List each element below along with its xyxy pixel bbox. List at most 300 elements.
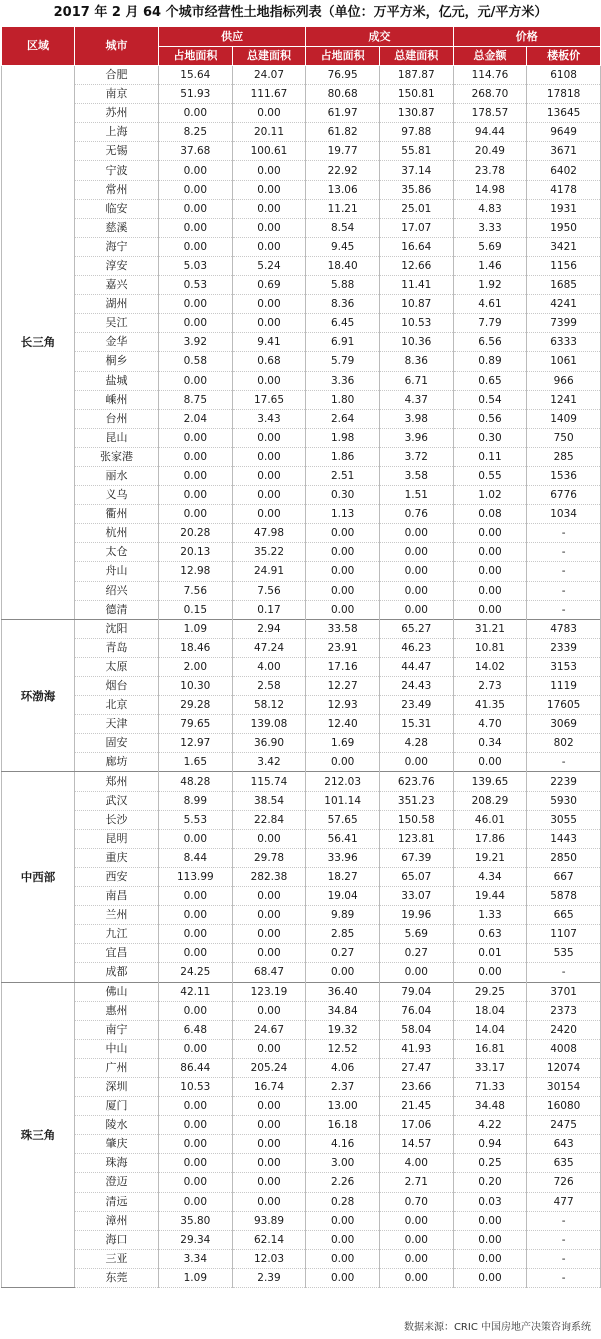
table-row: [2, 1020, 601, 1039]
deal-land-area-cell: 2.85: [306, 925, 380, 944]
header-region: 区域: [2, 27, 75, 66]
deal-build-area-cell: 23.49: [379, 696, 453, 715]
floor-price-cell: -: [527, 543, 601, 562]
deal-land-area-cell: 22.92: [306, 161, 380, 180]
supply-land-area-cell: 0.00: [159, 1039, 233, 1058]
deal-land-area-cell: 12.27: [306, 677, 380, 696]
supply-build-area-cell: 35.22: [232, 543, 306, 562]
deal-build-area-cell: 6.71: [379, 371, 453, 390]
table-row: [2, 887, 601, 906]
table-row: [2, 638, 601, 657]
deal-build-area-cell: 351.23: [379, 791, 453, 810]
total-amount-cell: 1.33: [453, 906, 527, 925]
supply-build-area-cell: 0.00: [232, 314, 306, 333]
deal-build-area-cell: 17.07: [379, 218, 453, 237]
floor-price-cell: 4783: [527, 619, 601, 638]
table-row: [2, 867, 601, 886]
floor-price-cell: 635: [527, 1154, 601, 1173]
supply-land-area-cell: 0.00: [159, 237, 233, 256]
supply-land-area-cell: 0.00: [159, 314, 233, 333]
table-row: [2, 409, 601, 428]
total-amount-cell: 178.57: [453, 104, 527, 123]
table-row: [2, 486, 601, 505]
city-cell: 宁波: [75, 161, 159, 180]
deal-land-area-cell: 6.45: [306, 314, 380, 333]
supply-build-area-cell: 93.89: [232, 1211, 306, 1230]
total-amount-cell: 4.61: [453, 295, 527, 314]
floor-price-cell: 3153: [527, 657, 601, 676]
city-cell: 珠海: [75, 1154, 159, 1173]
supply-land-area-cell: 0.58: [159, 352, 233, 371]
deal-land-area-cell: 5.79: [306, 352, 380, 371]
deal-build-area-cell: 44.47: [379, 657, 453, 676]
table-row: [2, 524, 601, 543]
floor-price-cell: 665: [527, 906, 601, 925]
supply-land-area-cell: 8.25: [159, 123, 233, 142]
total-amount-cell: 0.63: [453, 925, 527, 944]
supply-land-area-cell: 3.92: [159, 333, 233, 352]
deal-build-area-cell: 0.00: [379, 1249, 453, 1268]
supply-land-area-cell: 8.75: [159, 390, 233, 409]
deal-build-area-cell: 1.51: [379, 486, 453, 505]
city-cell: 杭州: [75, 524, 159, 543]
supply-land-area-cell: 15.64: [159, 66, 233, 85]
city-cell: 南昌: [75, 887, 159, 906]
supply-build-area-cell: 0.00: [232, 505, 306, 524]
floor-price-cell: -: [527, 524, 601, 543]
deal-build-area-cell: 0.00: [379, 963, 453, 982]
deal-land-area-cell: 0.00: [306, 1268, 380, 1287]
city-cell: 天津: [75, 715, 159, 734]
floor-price-cell: 6108: [527, 66, 601, 85]
deal-build-area-cell: 0.00: [379, 1268, 453, 1287]
table-row: [2, 256, 601, 275]
total-amount-cell: 0.00: [453, 581, 527, 600]
city-cell: 西安: [75, 867, 159, 886]
deal-build-area-cell: 0.00: [379, 543, 453, 562]
table-row: [2, 447, 601, 466]
deal-build-area-cell: 16.64: [379, 237, 453, 256]
city-cell: 张家港: [75, 447, 159, 466]
supply-build-area-cell: 68.47: [232, 963, 306, 982]
city-cell: 惠州: [75, 1001, 159, 1020]
header-deal-land-area: 占地面积: [306, 47, 380, 66]
total-amount-cell: 33.17: [453, 1058, 527, 1077]
deal-land-area-cell: 0.30: [306, 486, 380, 505]
deal-land-area-cell: 0.00: [306, 600, 380, 619]
supply-land-area-cell: 0.00: [159, 486, 233, 505]
deal-land-area-cell: 0.00: [306, 543, 380, 562]
floor-price-cell: 1156: [527, 256, 601, 275]
supply-land-area-cell: 1.09: [159, 619, 233, 638]
table-row: [2, 505, 601, 524]
deal-land-area-cell: 2.64: [306, 409, 380, 428]
table-row: [2, 123, 601, 142]
supply-land-area-cell: 1.65: [159, 753, 233, 772]
total-amount-cell: 0.30: [453, 428, 527, 447]
supply-build-area-cell: 62.14: [232, 1230, 306, 1249]
city-cell: 海口: [75, 1230, 159, 1249]
floor-price-cell: 3055: [527, 810, 601, 829]
deal-build-area-cell: 0.00: [379, 524, 453, 543]
floor-price-cell: 5878: [527, 887, 601, 906]
supply-land-area-cell: 48.28: [159, 772, 233, 791]
table-row: [2, 314, 601, 333]
deal-land-area-cell: 19.77: [306, 142, 380, 161]
supply-land-area-cell: 0.00: [159, 1001, 233, 1020]
deal-build-area-cell: 24.43: [379, 677, 453, 696]
supply-land-area-cell: 0.00: [159, 887, 233, 906]
deal-land-area-cell: 33.58: [306, 619, 380, 638]
supply-build-area-cell: 29.78: [232, 848, 306, 867]
table-row: [2, 466, 601, 485]
deal-build-area-cell: 3.98: [379, 409, 453, 428]
supply-build-area-cell: 2.39: [232, 1268, 306, 1287]
table-row: [2, 829, 601, 848]
table-body: [2, 66, 601, 1288]
floor-price-cell: 7399: [527, 314, 601, 333]
supply-build-area-cell: 0.00: [232, 1135, 306, 1154]
supply-build-area-cell: 0.00: [232, 906, 306, 925]
supply-build-area-cell: 58.12: [232, 696, 306, 715]
total-amount-cell: 14.02: [453, 657, 527, 676]
supply-build-area-cell: 123.19: [232, 982, 306, 1001]
floor-price-cell: 1443: [527, 829, 601, 848]
total-amount-cell: 0.25: [453, 1154, 527, 1173]
total-amount-cell: 4.22: [453, 1116, 527, 1135]
floor-price-cell: 30154: [527, 1077, 601, 1096]
deal-land-area-cell: 56.41: [306, 829, 380, 848]
floor-price-cell: 643: [527, 1135, 601, 1154]
deal-land-area-cell: 2.26: [306, 1173, 380, 1192]
total-amount-cell: 6.56: [453, 333, 527, 352]
deal-build-area-cell: 17.06: [379, 1116, 453, 1135]
deal-land-area-cell: 1.98: [306, 428, 380, 447]
table-row: [2, 1039, 601, 1058]
floor-price-cell: 9649: [527, 123, 601, 142]
table-row: [2, 677, 601, 696]
deal-land-area-cell: 36.40: [306, 982, 380, 1001]
deal-build-area-cell: 2.71: [379, 1173, 453, 1192]
deal-land-area-cell: 0.28: [306, 1192, 380, 1211]
deal-land-area-cell: 57.65: [306, 810, 380, 829]
total-amount-cell: 31.21: [453, 619, 527, 638]
deal-build-area-cell: 4.37: [379, 390, 453, 409]
city-cell: 吴江: [75, 314, 159, 333]
supply-land-area-cell: 0.00: [159, 1097, 233, 1116]
total-amount-cell: 114.76: [453, 66, 527, 85]
total-amount-cell: 14.98: [453, 180, 527, 199]
city-cell: 固安: [75, 734, 159, 753]
supply-land-area-cell: 0.00: [159, 180, 233, 199]
supply-build-area-cell: 0.00: [232, 944, 306, 963]
deal-build-area-cell: 35.86: [379, 180, 453, 199]
supply-land-area-cell: 0.00: [159, 505, 233, 524]
supply-build-area-cell: 0.00: [232, 447, 306, 466]
table-row: [2, 715, 601, 734]
supply-build-area-cell: 0.00: [232, 486, 306, 505]
land-indicator-table: [1, 26, 601, 1288]
city-cell: 北京: [75, 696, 159, 715]
supply-land-area-cell: 0.00: [159, 371, 233, 390]
deal-build-area-cell: 37.14: [379, 161, 453, 180]
total-amount-cell: 139.65: [453, 772, 527, 791]
total-amount-cell: 29.25: [453, 982, 527, 1001]
deal-build-area-cell: 10.36: [379, 333, 453, 352]
city-cell: 舟山: [75, 562, 159, 581]
floor-price-cell: 1107: [527, 925, 601, 944]
city-cell: 淳安: [75, 256, 159, 275]
supply-build-area-cell: 0.00: [232, 1173, 306, 1192]
floor-price-cell: 2850: [527, 848, 601, 867]
city-cell: 深圳: [75, 1077, 159, 1096]
total-amount-cell: 3.33: [453, 218, 527, 237]
city-cell: 中山: [75, 1039, 159, 1058]
floor-price-cell: 6402: [527, 161, 601, 180]
total-amount-cell: 10.81: [453, 638, 527, 657]
total-amount-cell: 19.21: [453, 848, 527, 867]
floor-price-cell: 750: [527, 428, 601, 447]
supply-land-area-cell: 0.00: [159, 1192, 233, 1211]
supply-build-area-cell: 0.68: [232, 352, 306, 371]
deal-land-area-cell: 18.27: [306, 867, 380, 886]
table-row: [2, 237, 601, 256]
deal-build-area-cell: 12.66: [379, 256, 453, 275]
supply-build-area-cell: 2.58: [232, 677, 306, 696]
supply-build-area-cell: 0.00: [232, 1039, 306, 1058]
deal-land-area-cell: 3.00: [306, 1154, 380, 1173]
deal-land-area-cell: 80.68: [306, 85, 380, 104]
supply-build-area-cell: 9.41: [232, 333, 306, 352]
region-cell: 中西部: [2, 772, 75, 982]
total-amount-cell: 0.01: [453, 944, 527, 963]
floor-price-cell: 1241: [527, 390, 601, 409]
total-amount-cell: 1.92: [453, 276, 527, 295]
supply-land-area-cell: 3.34: [159, 1249, 233, 1268]
floor-price-cell: 726: [527, 1173, 601, 1192]
total-amount-cell: 0.08: [453, 505, 527, 524]
floor-price-cell: 1536: [527, 466, 601, 485]
supply-land-area-cell: 0.00: [159, 104, 233, 123]
table-row: [2, 772, 601, 791]
supply-land-area-cell: 0.00: [159, 199, 233, 218]
supply-build-area-cell: 47.98: [232, 524, 306, 543]
deal-land-area-cell: 1.86: [306, 447, 380, 466]
city-cell: 肇庆: [75, 1135, 159, 1154]
floor-price-cell: -: [527, 581, 601, 600]
table-row: [2, 85, 601, 104]
supply-land-area-cell: 6.48: [159, 1020, 233, 1039]
floor-price-cell: -: [527, 600, 601, 619]
deal-land-area-cell: 61.82: [306, 123, 380, 142]
deal-land-area-cell: 0.00: [306, 963, 380, 982]
header-deal: 成交: [306, 27, 453, 47]
deal-build-area-cell: 4.00: [379, 1154, 453, 1173]
deal-land-area-cell: 9.89: [306, 906, 380, 925]
header-supply-land-area: 占地面积: [159, 47, 233, 66]
total-amount-cell: 17.86: [453, 829, 527, 848]
city-cell: 太仓: [75, 543, 159, 562]
region-cell: 珠三角: [2, 982, 75, 1288]
header-supply: 供应: [159, 27, 306, 47]
deal-land-area-cell: 16.18: [306, 1116, 380, 1135]
table-row: [2, 600, 601, 619]
supply-build-area-cell: 111.67: [232, 85, 306, 104]
table-row: [2, 810, 601, 829]
total-amount-cell: 16.81: [453, 1039, 527, 1058]
floor-price-cell: 285: [527, 447, 601, 466]
supply-land-area-cell: 0.15: [159, 600, 233, 619]
city-cell: 东莞: [75, 1268, 159, 1287]
city-cell: 沈阳: [75, 619, 159, 638]
supply-build-area-cell: 0.00: [232, 1116, 306, 1135]
deal-build-area-cell: 0.00: [379, 562, 453, 581]
floor-price-cell: -: [527, 963, 601, 982]
supply-build-area-cell: 24.07: [232, 66, 306, 85]
table-row: [2, 218, 601, 237]
supply-land-area-cell: 37.68: [159, 142, 233, 161]
city-cell: 上海: [75, 123, 159, 142]
deal-land-area-cell: 0.00: [306, 1249, 380, 1268]
city-cell: 丽水: [75, 466, 159, 485]
city-cell: 台州: [75, 409, 159, 428]
table-row: [2, 543, 601, 562]
deal-build-area-cell: 25.01: [379, 199, 453, 218]
deal-land-area-cell: 0.27: [306, 944, 380, 963]
total-amount-cell: 0.20: [453, 1173, 527, 1192]
supply-build-area-cell: 24.91: [232, 562, 306, 581]
floor-price-cell: 2475: [527, 1116, 601, 1135]
supply-build-area-cell: 0.00: [232, 829, 306, 848]
supply-land-area-cell: 20.28: [159, 524, 233, 543]
floor-price-cell: 1950: [527, 218, 601, 237]
table-row: [2, 848, 601, 867]
deal-land-area-cell: 76.95: [306, 66, 380, 85]
floor-price-cell: -: [527, 1230, 601, 1249]
total-amount-cell: 0.54: [453, 390, 527, 409]
city-cell: 重庆: [75, 848, 159, 867]
total-amount-cell: 0.00: [453, 963, 527, 982]
floor-price-cell: -: [527, 1211, 601, 1230]
table-row: [2, 1268, 601, 1287]
total-amount-cell: 0.00: [453, 1249, 527, 1268]
supply-land-area-cell: 86.44: [159, 1058, 233, 1077]
deal-land-area-cell: 12.93: [306, 696, 380, 715]
deal-land-area-cell: 4.06: [306, 1058, 380, 1077]
supply-build-area-cell: 17.65: [232, 390, 306, 409]
supply-build-area-cell: 282.38: [232, 867, 306, 886]
floor-price-cell: -: [527, 753, 601, 772]
deal-build-area-cell: 55.81: [379, 142, 453, 161]
floor-price-cell: -: [527, 1249, 601, 1268]
city-cell: 嵊州: [75, 390, 159, 409]
header-city: 城市: [75, 27, 159, 66]
table-header: [2, 27, 601, 66]
city-cell: 三亚: [75, 1249, 159, 1268]
city-cell: 佛山: [75, 982, 159, 1001]
city-cell: 九江: [75, 925, 159, 944]
supply-land-area-cell: 0.00: [159, 906, 233, 925]
deal-build-area-cell: 0.76: [379, 505, 453, 524]
floor-price-cell: -: [527, 1268, 601, 1287]
deal-land-area-cell: 101.14: [306, 791, 380, 810]
total-amount-cell: 4.34: [453, 867, 527, 886]
total-amount-cell: 0.56: [453, 409, 527, 428]
total-amount-cell: 19.44: [453, 887, 527, 906]
table-row: [2, 982, 601, 1001]
floor-price-cell: 802: [527, 734, 601, 753]
deal-land-area-cell: 4.16: [306, 1135, 380, 1154]
city-cell: 盐城: [75, 371, 159, 390]
table-row: [2, 734, 601, 753]
table-row: [2, 1192, 601, 1211]
floor-price-cell: 1685: [527, 276, 601, 295]
supply-land-area-cell: 0.00: [159, 1154, 233, 1173]
deal-build-area-cell: 3.58: [379, 466, 453, 485]
table-row: [2, 333, 601, 352]
total-amount-cell: 0.00: [453, 543, 527, 562]
floor-price-cell: 535: [527, 944, 601, 963]
header-price: 价格: [453, 27, 600, 47]
city-cell: 常州: [75, 180, 159, 199]
table-row: [2, 1154, 601, 1173]
supply-land-area-cell: 0.00: [159, 1173, 233, 1192]
floor-price-cell: 667: [527, 867, 601, 886]
total-amount-cell: 7.79: [453, 314, 527, 333]
supply-land-area-cell: 42.11: [159, 982, 233, 1001]
total-amount-cell: 18.04: [453, 1001, 527, 1020]
supply-build-area-cell: 0.00: [232, 1192, 306, 1211]
deal-land-area-cell: 13.06: [306, 180, 380, 199]
total-amount-cell: 20.49: [453, 142, 527, 161]
total-amount-cell: 0.03: [453, 1192, 527, 1211]
supply-land-area-cell: 0.00: [159, 466, 233, 485]
deal-build-area-cell: 0.00: [379, 1211, 453, 1230]
floor-price-cell: 4241: [527, 295, 601, 314]
city-cell: 绍兴: [75, 581, 159, 600]
supply-land-area-cell: 5.03: [159, 256, 233, 275]
city-cell: 太原: [75, 657, 159, 676]
supply-build-area-cell: 0.00: [232, 218, 306, 237]
deal-land-area-cell: 11.21: [306, 199, 380, 218]
supply-build-area-cell: 2.94: [232, 619, 306, 638]
floor-price-cell: 17605: [527, 696, 601, 715]
deal-build-area-cell: 623.76: [379, 772, 453, 791]
table-row: [2, 925, 601, 944]
deal-land-area-cell: 1.69: [306, 734, 380, 753]
floor-price-cell: 17818: [527, 85, 601, 104]
total-amount-cell: 23.78: [453, 161, 527, 180]
deal-land-area-cell: 13.00: [306, 1097, 380, 1116]
supply-land-area-cell: 2.04: [159, 409, 233, 428]
city-cell: 嘉兴: [75, 276, 159, 295]
city-cell: 昆明: [75, 829, 159, 848]
deal-land-area-cell: 17.16: [306, 657, 380, 676]
supply-land-area-cell: 8.99: [159, 791, 233, 810]
supply-land-area-cell: 29.34: [159, 1230, 233, 1249]
supply-build-area-cell: 16.74: [232, 1077, 306, 1096]
total-amount-cell: 2.73: [453, 677, 527, 696]
source-note: 数据来源：CRIC 中国房地产决策咨询系统: [403, 1322, 591, 1333]
deal-build-area-cell: 3.72: [379, 447, 453, 466]
supply-build-area-cell: 38.54: [232, 791, 306, 810]
total-amount-cell: 0.00: [453, 753, 527, 772]
supply-build-area-cell: 0.00: [232, 1001, 306, 1020]
deal-land-area-cell: 12.40: [306, 715, 380, 734]
supply-build-area-cell: 7.56: [232, 581, 306, 600]
deal-land-area-cell: 0.00: [306, 562, 380, 581]
supply-land-area-cell: 0.00: [159, 925, 233, 944]
